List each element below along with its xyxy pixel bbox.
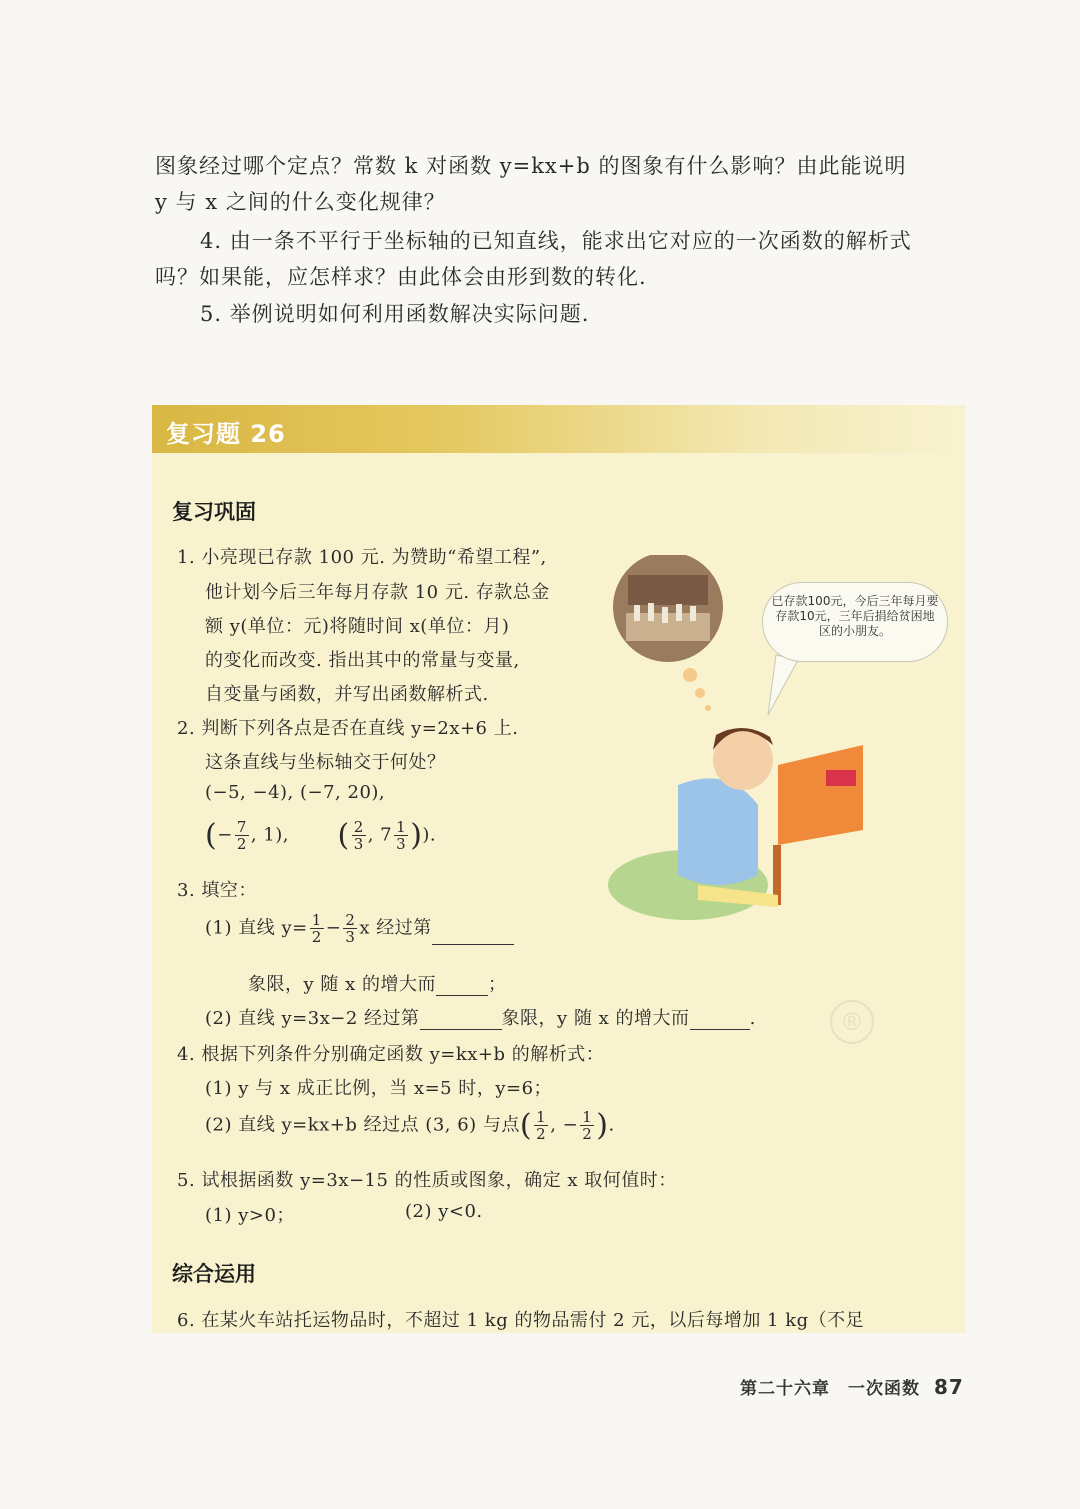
- q5-head: 5. 试根据函数 y=3x−15 的性质或图象，确定 x 取何值时：: [177, 1170, 677, 1191]
- q1-line-1: 1. 小亮现已存款 100 元. 为赞助“希望工程”,: [177, 547, 547, 568]
- q4-head: 4. 根据下列条件分别确定函数 y=kx+b 的解析式：: [177, 1044, 605, 1065]
- speech-bubble-tail: [768, 655, 798, 715]
- q1-line-4: 的变化而改变. 指出其中的常量与变量,: [205, 650, 520, 671]
- registered-watermark: ®: [830, 1000, 874, 1044]
- answer-blank: [432, 926, 514, 945]
- speech-bubble-text: 已存款100元，今后三年每月要存款10元，三年后捐给贫困地区的小朋友。: [771, 594, 939, 638]
- intro-line-4: 吗？如果能，应怎样求？由此体会由形到数的转化.: [155, 265, 647, 289]
- answer-blank: [436, 977, 488, 996]
- fraction-a: $\frac{7}{2}$: [236, 818, 247, 853]
- intro-line-3: 4. 由一条不平行于坐标轴的已知直线，能求出它对应的一次函数的解析式: [200, 229, 912, 253]
- q1-line-3: 额 y(单位：元)将随时间 x(单位：月): [205, 616, 510, 637]
- q3-head: 3. 填空：: [177, 880, 257, 901]
- q4-frac-2: $\frac{1}{2}$: [582, 1108, 593, 1143]
- thought-dot: [695, 688, 705, 698]
- q4-part-2: (2) 直线 y=kx+b 经过点 (3, 6) 与点( $\frac{1}{2}$ , − $\frac{1}{2}$ ).: [205, 1108, 615, 1143]
- q6-line-1: 6. 在某火车站托运物品时，不超过 1 kg 的物品需付 2 元，以后每增加 1 kg（不足: [177, 1310, 865, 1331]
- q3-frac-2: $\frac{2}{3}$: [345, 911, 356, 946]
- q2-line-3: (−5, −4), (−7, 20),: [205, 782, 386, 803]
- intro-line-5: 5. 举例说明如何利用函数解决实际问题.: [200, 302, 590, 326]
- q3-part-1: (1) 直线 y= $\frac{1}{2}$ − $\frac{2}{3}$ x 经过第: [205, 912, 514, 945]
- answer-blank: [420, 1011, 502, 1030]
- q5-part-1: (1) y>0；: [205, 1205, 295, 1226]
- page-number: 87: [934, 1375, 964, 1399]
- thought-dot: [705, 705, 711, 711]
- intro-line-2: y 与 x 之间的什么变化规律？: [155, 190, 446, 214]
- q2-line-2: 这条直线与坐标轴交于何处？: [205, 752, 446, 773]
- section-heading-application: 综合运用: [172, 1262, 256, 1286]
- photo-building: [628, 575, 708, 605]
- q5-part-2: (2) y<0.: [405, 1201, 483, 1222]
- thought-dot: [683, 668, 697, 682]
- boy-shirt: [678, 778, 758, 885]
- q3-part-1-line-2: 象限，y 随 x 的增大而 ；: [248, 974, 507, 995]
- answer-blank: [690, 1011, 750, 1030]
- panel-header: [152, 405, 966, 453]
- q1-line-5: 自变量与函数，并写出函数解析式.: [205, 684, 489, 705]
- q2-line-1: 2. 判断下列各点是否在直线 y=2x+6 上.: [177, 718, 519, 739]
- q3-frac-1: $\frac{1}{2}$: [311, 911, 322, 946]
- chapter-title: 第二十六章 一次函数: [740, 1379, 920, 1399]
- fraction-b: $\frac{2}{3}$: [353, 818, 364, 853]
- q3-part-2: (2) 直线 y=3x−2 经过第 象限，y 随 x 的增大而 .: [205, 1008, 756, 1029]
- panel-title: 复习题 26: [166, 420, 286, 448]
- q2-fraction-points: (− $\frac{7}{2}$ , 1), ( $\frac{2}{3}$ , 7 $\frac{1}{3}$ )).: [205, 818, 437, 853]
- q4-frac-1: $\frac{1}{2}$: [536, 1108, 547, 1143]
- intro-line-1: 图象经过哪个定点？常数 k 对函数 y=kx+b 的图象有什么影响？由此能说明: [155, 154, 907, 178]
- fraction-b2: $\frac{1}{3}$: [396, 818, 407, 853]
- page-footer: [740, 1374, 964, 1399]
- piggy-bank: [826, 770, 856, 786]
- desk-top: [778, 745, 863, 845]
- q4-part-1: (1) y 与 x 成正比例，当 x=5 时，y=6；: [205, 1078, 553, 1099]
- q1-line-2: 他计划今后三年每月存款 10 元. 存款总金: [205, 582, 550, 603]
- section-heading-review: 复习巩固: [172, 500, 256, 524]
